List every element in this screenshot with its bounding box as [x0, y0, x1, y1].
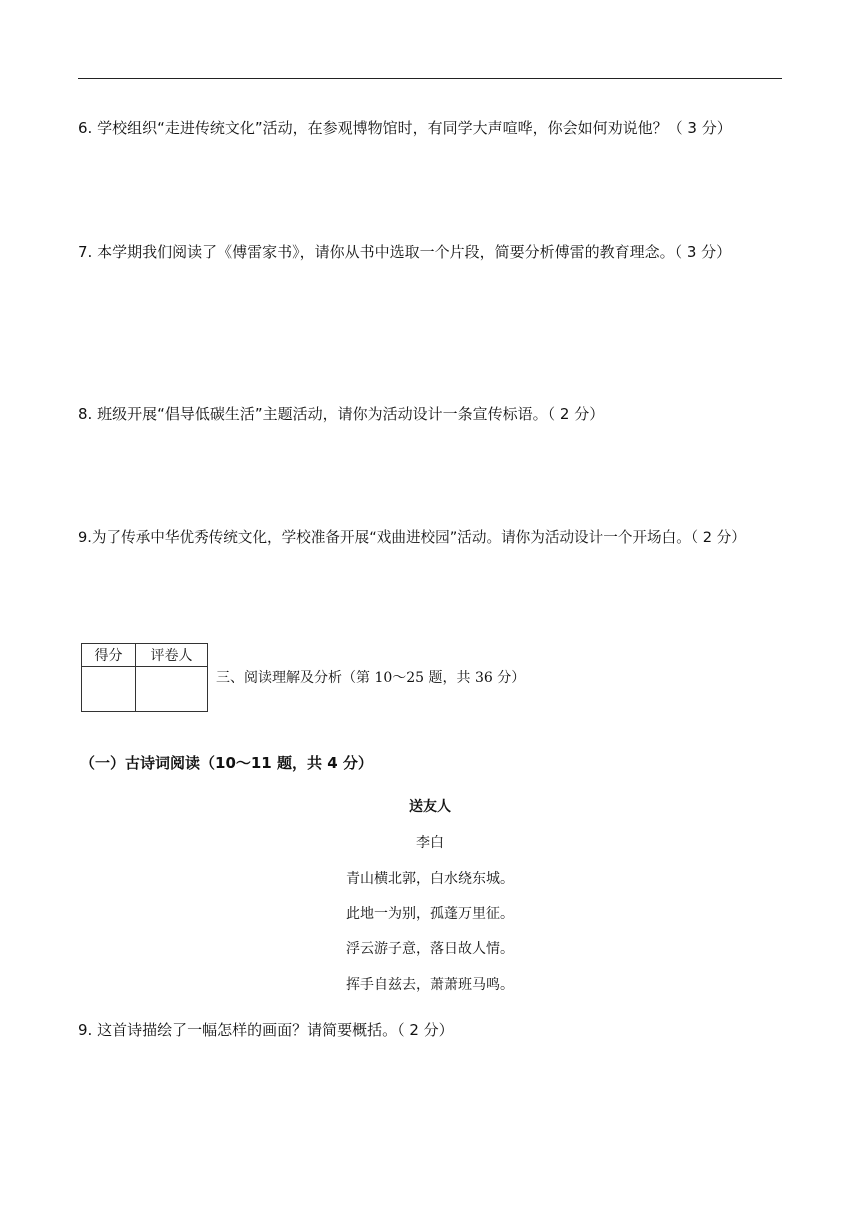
question-8: 8. 班级开展“倡导低碳生活”主题活动，请你为活动设计一条宣传标语。（ 2 分）: [78, 405, 605, 423]
question-6: 6. 学校组织“走进传统文化”活动，在参观博物馆时，有同学大声喧哗，你会如何劝说他？（ 3 分）: [78, 119, 732, 137]
score-header: 得分: [82, 644, 136, 667]
header-rule: [78, 78, 782, 79]
poem-line: 青山横北郭，白水绕东城。: [346, 871, 514, 887]
question-9-opening: 9.为了传承中华优秀传统文化，学校准备开展“戏曲进校园”活动。请你为活动设计一个开场白。（ 2 分）: [78, 529, 746, 546]
section-title: 三、阅读理解及分析（第 10～25 题，共 36 分）: [216, 670, 526, 686]
poem-line: 挥手自兹去，萧萧班马鸣。: [346, 977, 514, 993]
question-after-poem: 9. 这首诗描绘了一幅怎样的画面？请简要概括。（ 2 分）: [78, 1021, 454, 1039]
question-7: 7. 本学期我们阅读了《傅雷家书》，请你从书中选取一个片段，简要分析傅雷的教育理念。（ 3 分）: [78, 243, 732, 261]
score-cell: [82, 667, 136, 712]
subsection-title: （一）古诗词阅读（10～11 题，共 4 分）: [80, 754, 373, 772]
poem-line: 浮云游子意，落日故人情。: [346, 941, 514, 957]
poem-author: 李白: [416, 835, 444, 851]
grader-cell: [136, 667, 208, 712]
poem-title: 送友人: [409, 799, 451, 815]
poem-line: 此地一为别，孤蓬万里征。: [346, 906, 514, 922]
grader-header: 评卷人: [136, 644, 208, 667]
score-table: [81, 643, 208, 712]
